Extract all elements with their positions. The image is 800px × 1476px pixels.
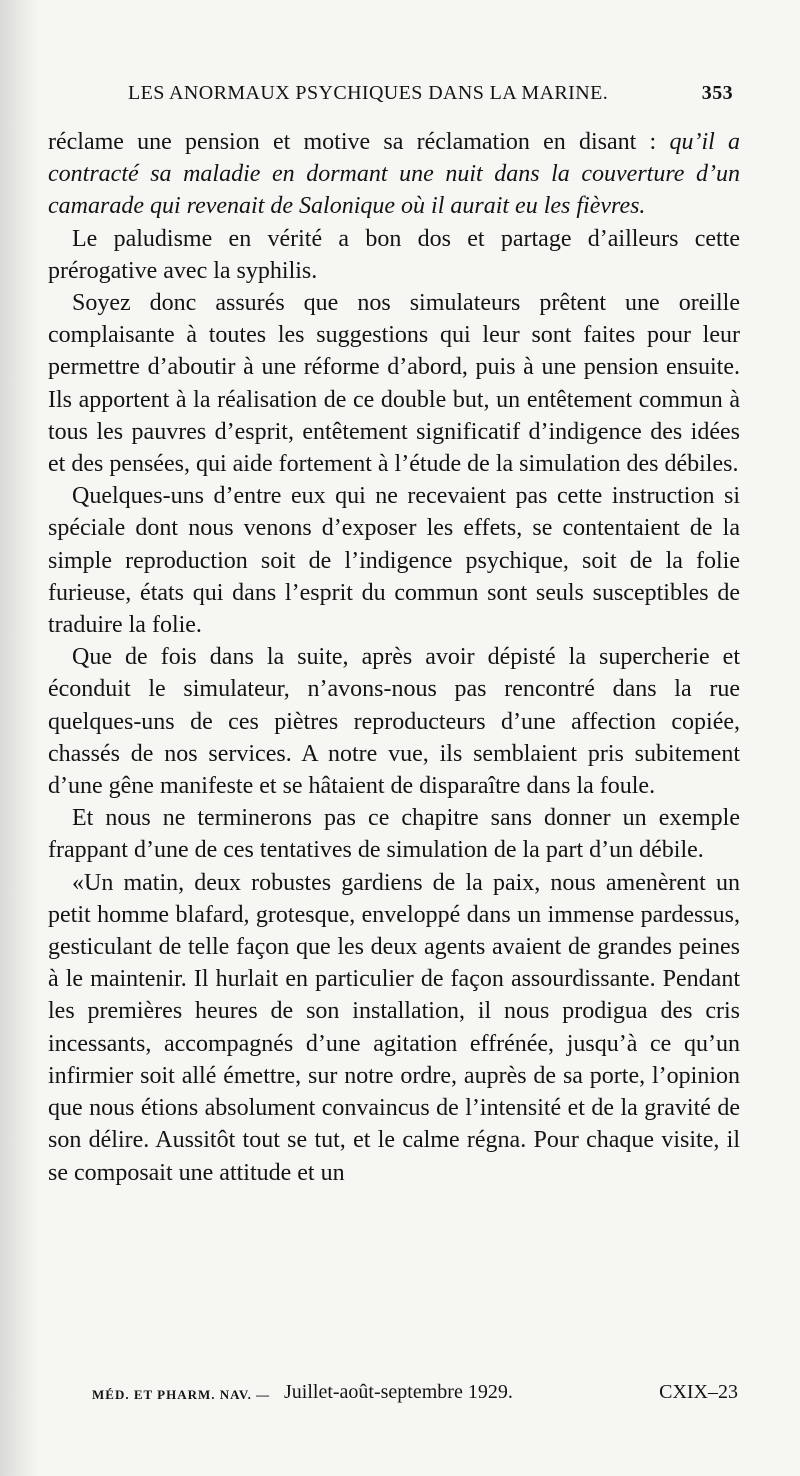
signature-mark: CXIX–23 <box>659 1381 738 1403</box>
paragraph-continuation-text: réclame une pension et motive sa réclamation en disant : <box>48 129 670 155</box>
paragraph-exemple: Et nous ne terminerons pas ce chapitre sans donner un exemple frappant d’une de ces tentatives de simulation de la part d’un débile. <box>48 805 740 864</box>
paragraph-recit: «Un matin, deux robustes gardiens de la paix, nous amenèrent un petit homme blafard, grotesque, enveloppé dans un immense pardessus, gesticulant de telle façon que les deux agents avaient de grandes peines à le maintenir. Il hurlait en particulier de façon assourdissante. Pendant les premières heures de son installation, il nous prodigua des cris incessants, accompagnés d’une agitation effrénée, jusqu’à ce qu’un infirmier soit allé émettre, sur notre ordre, auprès de sa porte, l’opinion que nous étions absolument convaincus de l’intensité et de la gravité de son délire. Aussitôt tout se tut, et le calme régna. Pour chaque visite, il se composait une attitude et un <box>48 869 740 1186</box>
running-title: LES ANORMAUX PSYCHIQUES DANS LA MARINE. <box>128 82 609 104</box>
page-number: 353 <box>701 82 733 104</box>
paragraph-simulateurs: Soyez donc assurés que nos simulateurs prêtent une oreille complaisante à toutes les suggestions qui leur sont faites pour leur permettre d’aboutir à une réforme d’abord, puis à une pension ensuite. Ils apportent à la réalisation de ce double but, un entêtement commun à tous les pauvres d’esprit, entêtement significatif d’indigence des idées et des pensées, qui aide fortement à l’étude de la simulation des débiles. <box>48 290 740 478</box>
issue-date: Juillet-août-septembre 1929. <box>284 1381 513 1403</box>
quoted-claim-italic: qu’il a contracté sa maladie en dormant une nuit dans la couverture d’un camarade qui revenait de Salonique où il aurait eu les fièvres. <box>48 129 741 220</box>
journal-abbreviation: MÉD. ET PHARM. NAV. — <box>92 1387 271 1402</box>
paragraph-continuation <box>48 126 740 223</box>
paragraph-supercherie: Que de fois dans la suite, après avoir dépisté la supercherie et éconduit le simulateur, n’avons-nous pas rencontré dans la rue quelques-uns de ces piètres reproducteurs d’une affection copiée, chassés de nos services. A notre vue, ils semblaient pris subitement d’une gêne manifeste et se hâtaient de disparaître dans la foule. <box>48 644 740 800</box>
body-text <box>48 126 740 1189</box>
page-footer <box>92 1381 738 1409</box>
paragraph-reproduction: Quelques-uns d’entre eux qui ne recevaient pas cette instruction si spéciale dont nous venons d’exposer les effets, se contentaient de la simple reproduction soit de l’indigence psychique, soit de la folie furieuse, états qui dans l’esprit du commun sont seuls susceptibles de traduire la folie. <box>48 483 740 639</box>
running-head <box>128 82 733 112</box>
paragraph-paludisme: Le paludisme en vérité a bon dos et partage d’ailleurs cette prérogative avec la syphilis. <box>48 225 740 284</box>
page-edge-shadow <box>0 0 40 1476</box>
